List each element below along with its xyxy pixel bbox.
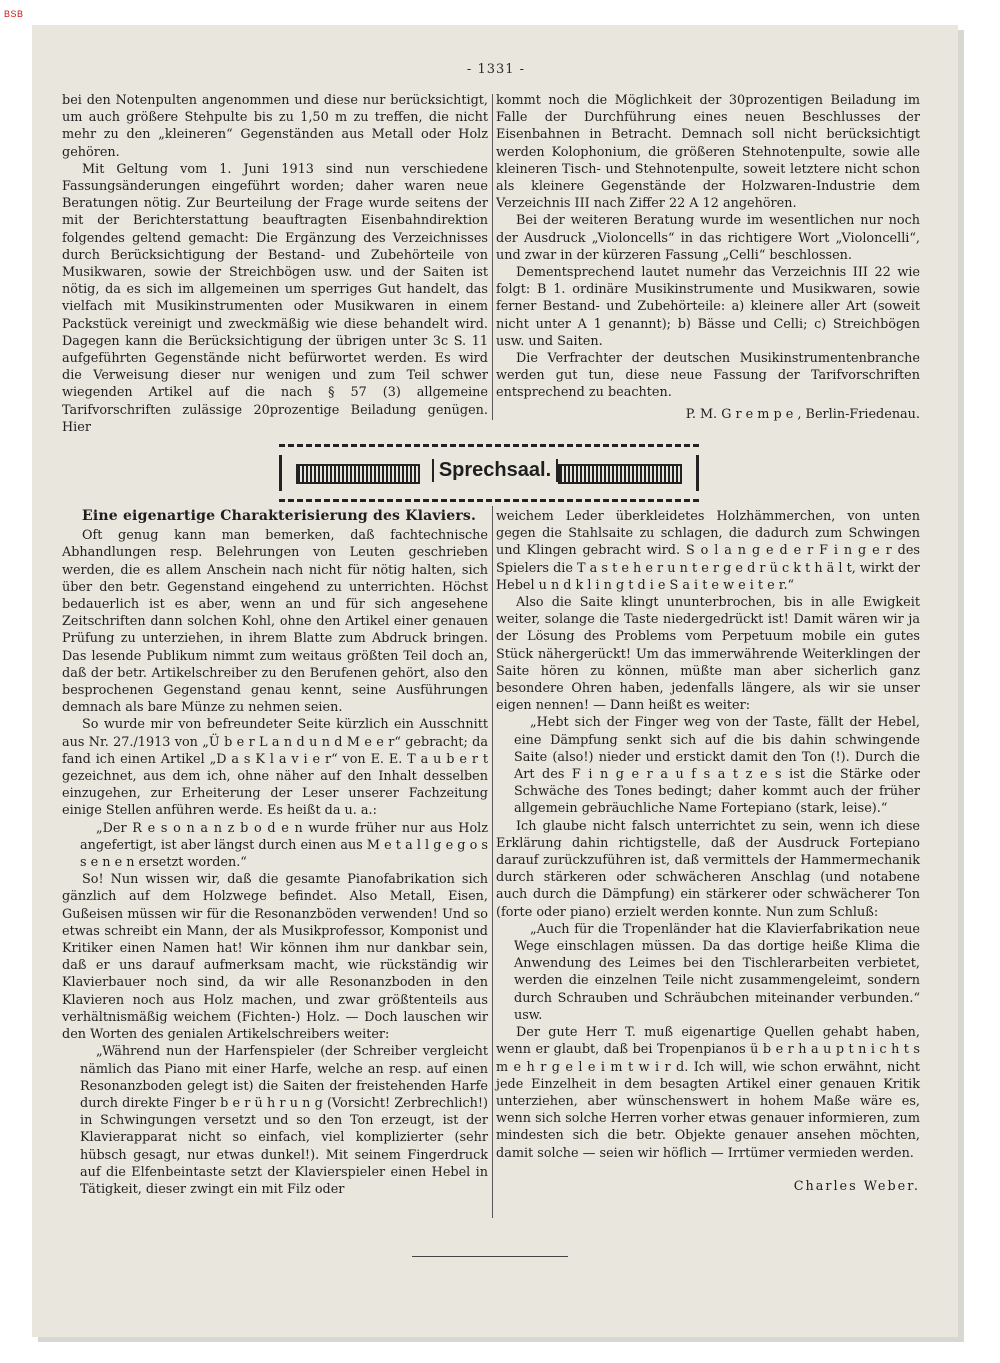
column-divider: [492, 94, 493, 420]
paragraph: Die Verfrachter der deutschen Musikinstrumentenbranche werden gut tun, diese neue Fassung der Tarifvorschriften entsprechend zu beachten.: [496, 351, 920, 401]
article-title: Eine eigenartige Charakterisierung des Klaviers.: [82, 508, 477, 524]
paragraph: kommt noch die Möglichkeit der 30prozentigen Beiladung im Falle der Durchführung eines neuen Beschlusses der Eisenbahnen in Betracht. Demnach soll nicht berücksichtigt werden Kolophonium, die größeren Stehnotenpulte, sowie alle kleineren Tisch- und Stehnotenpulte, soweit letztere nicht schon als kleinere Gegenstände der Holzwaren-Industrie dem Verzeichnis III nach Ziffer 22 A 12 angehören.: [496, 93, 920, 212]
paragraph: Oft genug kann man bemerken, daß fachtechnische Abhandlungen resp. Belehrungen von Leuten geschrieben werden, die es allem Anschein nach nicht für nötig halten, sich über den betr. Gegenstand eingehend zu unterrichten. Höchst bedauerlich ist es aber, wenn an und für sich angesehene Zeitschriften dann solchen Kohl, ohne den Artikel einer genauen Prüfung zu unterziehen, in ihrem Blatte zum Abdruck bringen. Das lesende Publikum nimmt zum weitaus größten Teil doch an, daß der betr. Artikelschreiber zu den Berufenen gehört, also den besprochenen Gegenstand genau kennt, seine Ausführungen demnach als bare Münze zu nehmen seien.: [62, 528, 488, 716]
column-divider: [492, 506, 493, 1218]
section-header: [279, 455, 699, 491]
decorative-hatch-left: [296, 464, 420, 484]
quote-paragraph: „Hebt sich der Finger weg von der Taste, fällt der Hebel, eine Dämpfung senkt sich auf die bis dahin schwingende Saite (also!) nieder und erstickt damit den Ton (!). Durch die Art des F i n g e r a u f s a t z e s ist die Stärke oder Schwäche des Tones bedingt; daher kommt auch der früher allgemein gebräuchliche Name Fortepiano (stark, leise).“: [514, 715, 920, 817]
paragraph: Mit Geltung vom 1. Juni 1913 sind nun verschiedene Fassungsänderungen eingeführt worden; daher waren neue Beratungen nötig. Zur Beurteilung der Frage wurde seitens der mit der Berichterstattung beauftragten Eisenbahndirektion folgendes geltend gemacht: Die Ergänzung des Verzeichnisses durch Berücksichtigung der Bestand- und Zubehörteile von Musikwaren, sowie der Streichbögen usw. und der Saiten ist nötig, da es sich im allgemeinen um sperriges Gut handelt, das vielfach mit Musikinstrumenten oder Musikwaren in einem Packstück vereinigt und zweckmäßig wie diese behandelt wird. Dagegen kann die Berücksichtigung der übrigen unter 3c S. 11 aufgeführten Gegenstände nicht befürwortet werden. Es wird die Verweisung dieser nur wenigen und zum Teil schwer wiegenden Artikel auf die nach § 57 (3) allgemeine Tarifvorschriften zulässige 20prozentige Beiladung genügen. Hier: [62, 161, 488, 435]
paragraph: bei den Notenpulten angenommen und diese nur berücksichtigt, um auch größere Stehpulte bis zu 1,50 m zu treffen, die nicht mehr zu den „kleineren“ Gegenständen aus Metall oder Holz gehören.: [62, 93, 488, 160]
paragraph: So! Nun wissen wir, daß die gesamte Pianofabrikation sich gänzlich auf dem Holzwege befindet. Also Metall, Eisen, Gußeisen müssen wir für die Resonanzböden verwenden! Und so etwas schreibt ein Mann, der als Musikprofessor, Komponist und Kritiker einen Namen hat! Wir können ihm nur dankbar sein, daß er uns darauf aufmerksam macht, wie rückständig wir Klavierbauer noch sind, da wir alle Resonanzboden in den Klavieren noch aus Holz machen, und zwar größtenteils aus verhältnismäßig weichem (Fichten-) Holz. — Doch lauschen wir den Worten des genialen Artikelschreibers weiter:: [62, 872, 488, 1043]
paragraph: Ich glaube nicht falsch unterrichtet zu sein, wenn ich diese Erklärung dahin richtigstelle, daß der Ausdruck Fortepiano darauf zurückzuführen ist, daß vermittels der Hammermechanik durch stärkeren oder schwächeren Anschlag (und notabene auch durch die Dämpfung) ein stärkerer oder schwächerer Ton (forte oder piano) erzielt werden konnte. Nun zum Schluß:: [496, 818, 920, 920]
quote-paragraph: „Während nun der Harfenspieler (der Schreiber vergleicht nämlich das Piano mit einer Harfe, welche an resp. auf einen Resonanzboden gelegt ist) die Saiten der freistehenden Harfe durch direkte Finger b e r ü h r u n g (Vorsicht! Zerbrechlich!) in Schwingungen versetzt und so den Ton erzeugt, ist der Klavierapparat nicht so einfach, viel komplizierter (sehr hübsch gesagt, nur etwas dunkel!). Mit seinem Fingerdruck auf die Elfenbeintaste setzt der Klavierspieler einen Hebel in Tätigkeit, dieser zwingt ein mit Filz oder: [80, 1044, 488, 1197]
page-number: - 1331 -: [466, 62, 526, 77]
quote-paragraph: „Auch für die Tropenländer hat die Klavierfabrikation neue Wege einschlagen müssen. Da das dortige heiße Klima die Anwendung des Leimes bei den Tischlerarbeiten verbietet, werden die einzelnen Teile nicht zusammengeleimt, sondern durch Schrauben und Schräubchen miteinander verbunden.“ usw.: [514, 921, 920, 1023]
upper-left-column: [62, 92, 488, 436]
author-signature: Charles Weber.: [793, 1178, 920, 1194]
paragraph: weichem Leder überkleidetes Holzhämmerchen, von unten gegen die Stahlsaite zu schlagen, die dadurch zum Schwingen und Klingen gebracht wird. S o l a n g e d e r F i n g e r des Spielers die T a s t e h e r u n t e r g e d r ü c k t h ä l t, wirkt der Hebel u n d k l i n g t d i e S a i t e w e i t e r.“: [496, 509, 920, 593]
decorative-hatch-right: [558, 464, 682, 484]
paragraph: Der gute Herr T. muß eigenartige Quellen gehabt haben, wenn er glaubt, daß bei Tropenpianos ü b e r h a u p t n i c h t s m e h r g e l e i m t w i r d. Ich will, wie schon erwähnt, nicht jede Einzelheit in dem besagten Artikel einer genauen Kritik unterziehen, aber wünschenswert in hohem Maße wäre es, wenn sich solche Herren vorher etwas genauer informieren, zum mindesten sich die betr. Objekte genauer ansehen möchten, damit solche — seien wir höflich — Irrtümer vermieden werden.: [496, 1025, 920, 1161]
quote-paragraph: „Der R e s o n a n z b o d e n wurde früher nur aus Holz angefertigt, ist aber längst durch einen aus M e t a l l g e g o s s e n e n ersetzt worden.“: [80, 820, 488, 871]
section-header-frame: [279, 444, 699, 502]
paragraph: So wurde mir von befreundeter Seite kürzlich ein Ausschnitt aus Nr. 27./1913 von „Ü b e r L a n d u n d M e e r“ gebracht; da fand ich einen Artikel „D a s K l a v i e r“ von E. E. T a u b e r t gezeichnet, aus dem ich, ohne näher auf den Inhalt desselben einzugehen, zur Erheiterung der Leser unserer Fachzeitung einige Stellen anführen werde. Es heißt da u. a.:: [62, 717, 488, 819]
upper-right-column: [496, 92, 920, 423]
footer-rule: [412, 1256, 568, 1257]
paragraph: Bei der weiteren Beratung wurde im wesentlichen nur noch der Ausdruck „Violoncells“ in das richtigere Wort „Violoncelli“, und zwar in der kürzeren Fassung „Celli“ beschlossen.: [496, 213, 920, 263]
author-signature: P. M. G r e m p e , Berlin-Friedenau.: [685, 406, 920, 422]
section-title: Sprechsaal.: [432, 459, 558, 482]
paragraph: Dementsprechend lautet numehr das Verzeichnis III 22 wie folgt: B 1. ordinäre Musikinstrumente und Musikwaren, sowie ferner Bestand- und Zubehörteile: a) kleinere aller Art (soweit nicht unter A 1 genannt); b) Bässe und Celli; c) Streichbögen usw. und Saiten.: [496, 265, 920, 349]
paragraph: Also die Saite klingt ununterbrochen, bis in alle Ewigkeit weiter, solange die Taste niedergedrückt ist! Damit wären wir ja der Lösung des Problems vom Perpetuum mobile ein gutes Stück nähergerückt! Um das immerwährende Weiterklingen der Saite hören zu können, müßte man aber sicherlich ganz besondere Ohren haben, jedenfalls längere, als wir sie unser eigen nennen! — Dann heißt es weiter:: [496, 595, 920, 714]
lower-left-column: [62, 508, 488, 1198]
lower-right-column: [496, 508, 920, 1195]
bsb-watermark: BSB: [4, 9, 24, 19]
